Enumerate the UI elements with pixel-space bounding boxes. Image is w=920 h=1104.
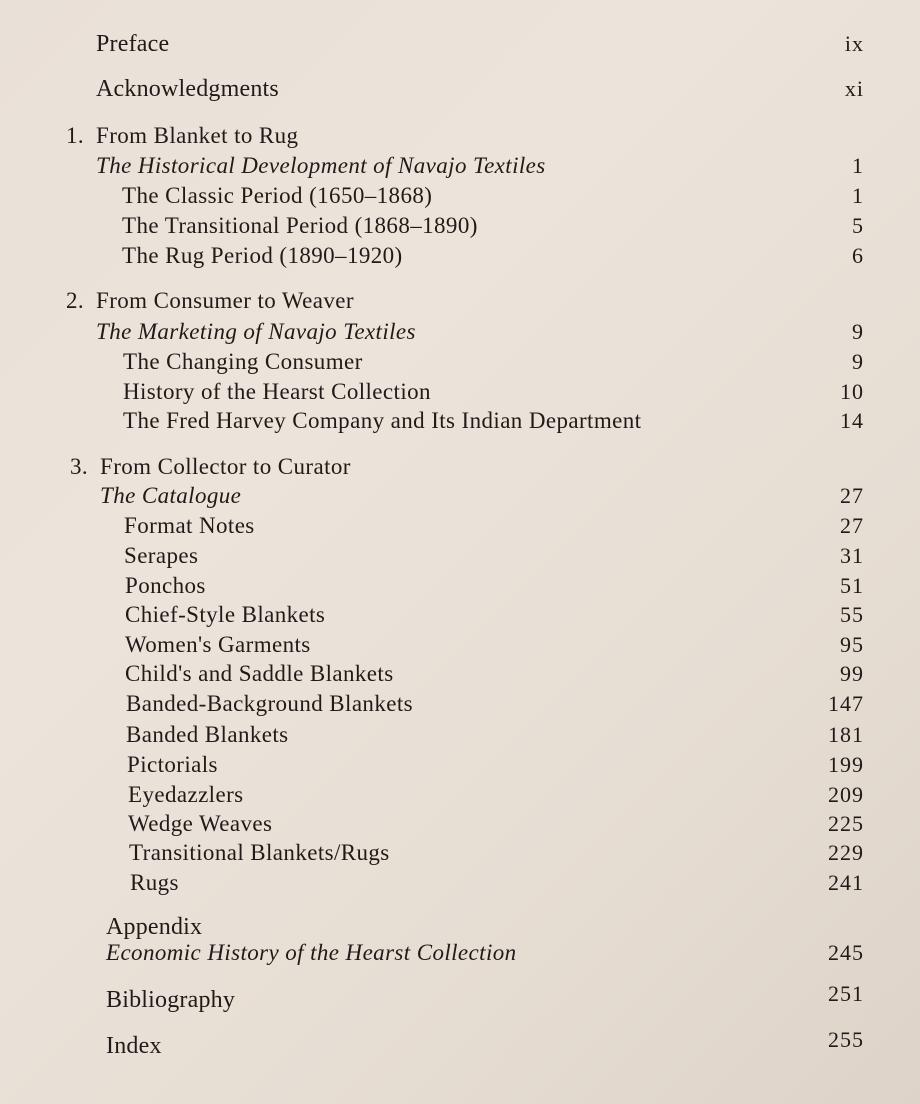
toc-section-label: The Rug Period (1890–1920) (122, 243, 403, 268)
toc-appendix-subtitle[interactable] (0, 938, 920, 968)
toc-page-number: 55 (840, 602, 864, 627)
chapter-subtitle: The Historical Development of Navajo Textiles (96, 153, 546, 178)
toc-page-number: 251 (828, 981, 864, 1006)
toc-chapter-heading (70, 452, 351, 482)
toc-page-number: 95 (840, 632, 864, 657)
toc-page-number: 229 (828, 840, 864, 865)
toc-section-label: Format Notes (124, 513, 255, 538)
appendix-title: Appendix (106, 914, 203, 940)
chapter-title: From Consumer to Weaver (96, 288, 354, 313)
toc-section-label: Eyedazzlers (128, 782, 244, 807)
toc-chapter-heading (66, 286, 354, 316)
appendix-subtitle: Economic History of the Hearst Collection (106, 940, 517, 965)
toc-page-number: 14 (840, 408, 864, 433)
toc-chapter-3-subtitle[interactable] (0, 481, 920, 511)
toc-page-number: ix (844, 31, 864, 56)
toc-section-label: The Classic Period (1650–1868) (122, 183, 433, 208)
toc-page-number: 10 (840, 379, 864, 404)
toc-section[interactable] (0, 347, 920, 377)
toc-section[interactable] (0, 211, 920, 241)
chapter-subtitle: The Marketing of Navajo Textiles (96, 319, 416, 344)
toc-page-number: 31 (840, 543, 864, 568)
chapter-subtitle: The Catalogue (100, 483, 242, 508)
toc-section-label: History of the Hearst Collection (123, 379, 431, 404)
chapter-number: 3. (70, 454, 89, 479)
toc-page-number: 6 (852, 243, 864, 268)
toc-chapter-1-title[interactable] (0, 121, 920, 151)
toc-page-number: 209 (828, 782, 864, 807)
toc-section-label: Transitional Blankets/Rugs (129, 840, 390, 865)
toc-page-number: 9 (852, 349, 864, 374)
toc-page-number: 245 (828, 940, 864, 965)
toc-entry-index[interactable] (0, 1027, 920, 1061)
toc-entry-acknowledgments[interactable] (0, 74, 920, 104)
toc-page-number: 1 (852, 183, 864, 208)
toc-chapter-2-title[interactable] (0, 286, 920, 316)
toc-section[interactable] (0, 750, 920, 780)
toc-page-number: 1 (852, 153, 864, 178)
toc-page-number: 27 (840, 483, 864, 508)
toc-section[interactable] (0, 541, 920, 571)
toc-section[interactable] (0, 838, 920, 868)
toc-section-label: Banded Blankets (126, 722, 289, 747)
toc-section-label: Chief-Style Blankets (125, 602, 326, 627)
toc-section[interactable] (0, 780, 920, 810)
toc-page-number: 27 (840, 513, 864, 538)
toc-section[interactable] (0, 377, 920, 407)
toc-section[interactable] (0, 689, 920, 719)
toc-section[interactable] (0, 181, 920, 211)
chapter-number: 2. (66, 288, 85, 313)
chapter-title: From Collector to Curator (100, 454, 351, 479)
toc-chapter-2-subtitle[interactable] (0, 317, 920, 347)
toc-chapter-3-title[interactable] (0, 452, 920, 482)
toc-chapter-heading (66, 121, 298, 151)
toc-section[interactable] (0, 241, 920, 271)
toc-page-number: 199 (828, 752, 864, 777)
toc-section-label: Serapes (124, 543, 199, 568)
toc-section-label: Ponchos (125, 573, 206, 598)
toc-section-label: The Transitional Period (1868–1890) (122, 213, 478, 238)
toc-entry-label: Bibliography (106, 987, 236, 1013)
toc-page-number: 181 (828, 722, 864, 747)
toc-page-number: xi (844, 76, 864, 101)
toc-entry-bibliography[interactable] (0, 981, 920, 1015)
toc-page-number: 147 (828, 691, 864, 716)
toc-section-label: Banded-Background Blankets (126, 691, 413, 716)
toc-section[interactable] (0, 720, 920, 750)
toc-page-number: 99 (840, 661, 864, 686)
toc-page-number: 241 (828, 870, 864, 895)
toc-page-number: 51 (840, 573, 864, 598)
toc-page-number: 9 (852, 319, 864, 344)
chapter-number: 1. (66, 123, 85, 148)
toc-section[interactable] (0, 600, 920, 630)
toc-chapter-1-subtitle[interactable] (0, 151, 920, 181)
toc-section-label: The Changing Consumer (123, 349, 363, 374)
toc-section[interactable] (0, 571, 920, 601)
toc-section-label: Child's and Saddle Blankets (125, 661, 394, 686)
toc-section-label: Rugs (130, 870, 179, 895)
toc-page-number: 255 (828, 1027, 864, 1052)
chapter-title: From Blanket to Rug (96, 123, 299, 148)
toc-section[interactable] (0, 406, 920, 436)
toc-page-number: 225 (828, 811, 864, 836)
toc-section-label: Pictorials (127, 752, 218, 777)
toc-section[interactable] (0, 809, 920, 839)
toc-section-label: Women's Garments (125, 632, 311, 657)
toc-entry-preface[interactable] (0, 29, 920, 59)
toc-entry-label: Index (106, 1033, 162, 1059)
toc-page-number: 5 (852, 213, 864, 238)
toc-entry-label: Preface (96, 31, 170, 57)
toc-section[interactable] (0, 511, 920, 541)
toc-section[interactable] (0, 630, 920, 660)
toc-section[interactable] (0, 659, 920, 689)
toc-entry-label: Acknowledgments (96, 76, 279, 102)
toc-section[interactable] (0, 868, 920, 898)
toc-section-label: The Fred Harvey Company and Its Indian Department (123, 408, 642, 433)
toc-section-label: Wedge Weaves (128, 811, 273, 836)
